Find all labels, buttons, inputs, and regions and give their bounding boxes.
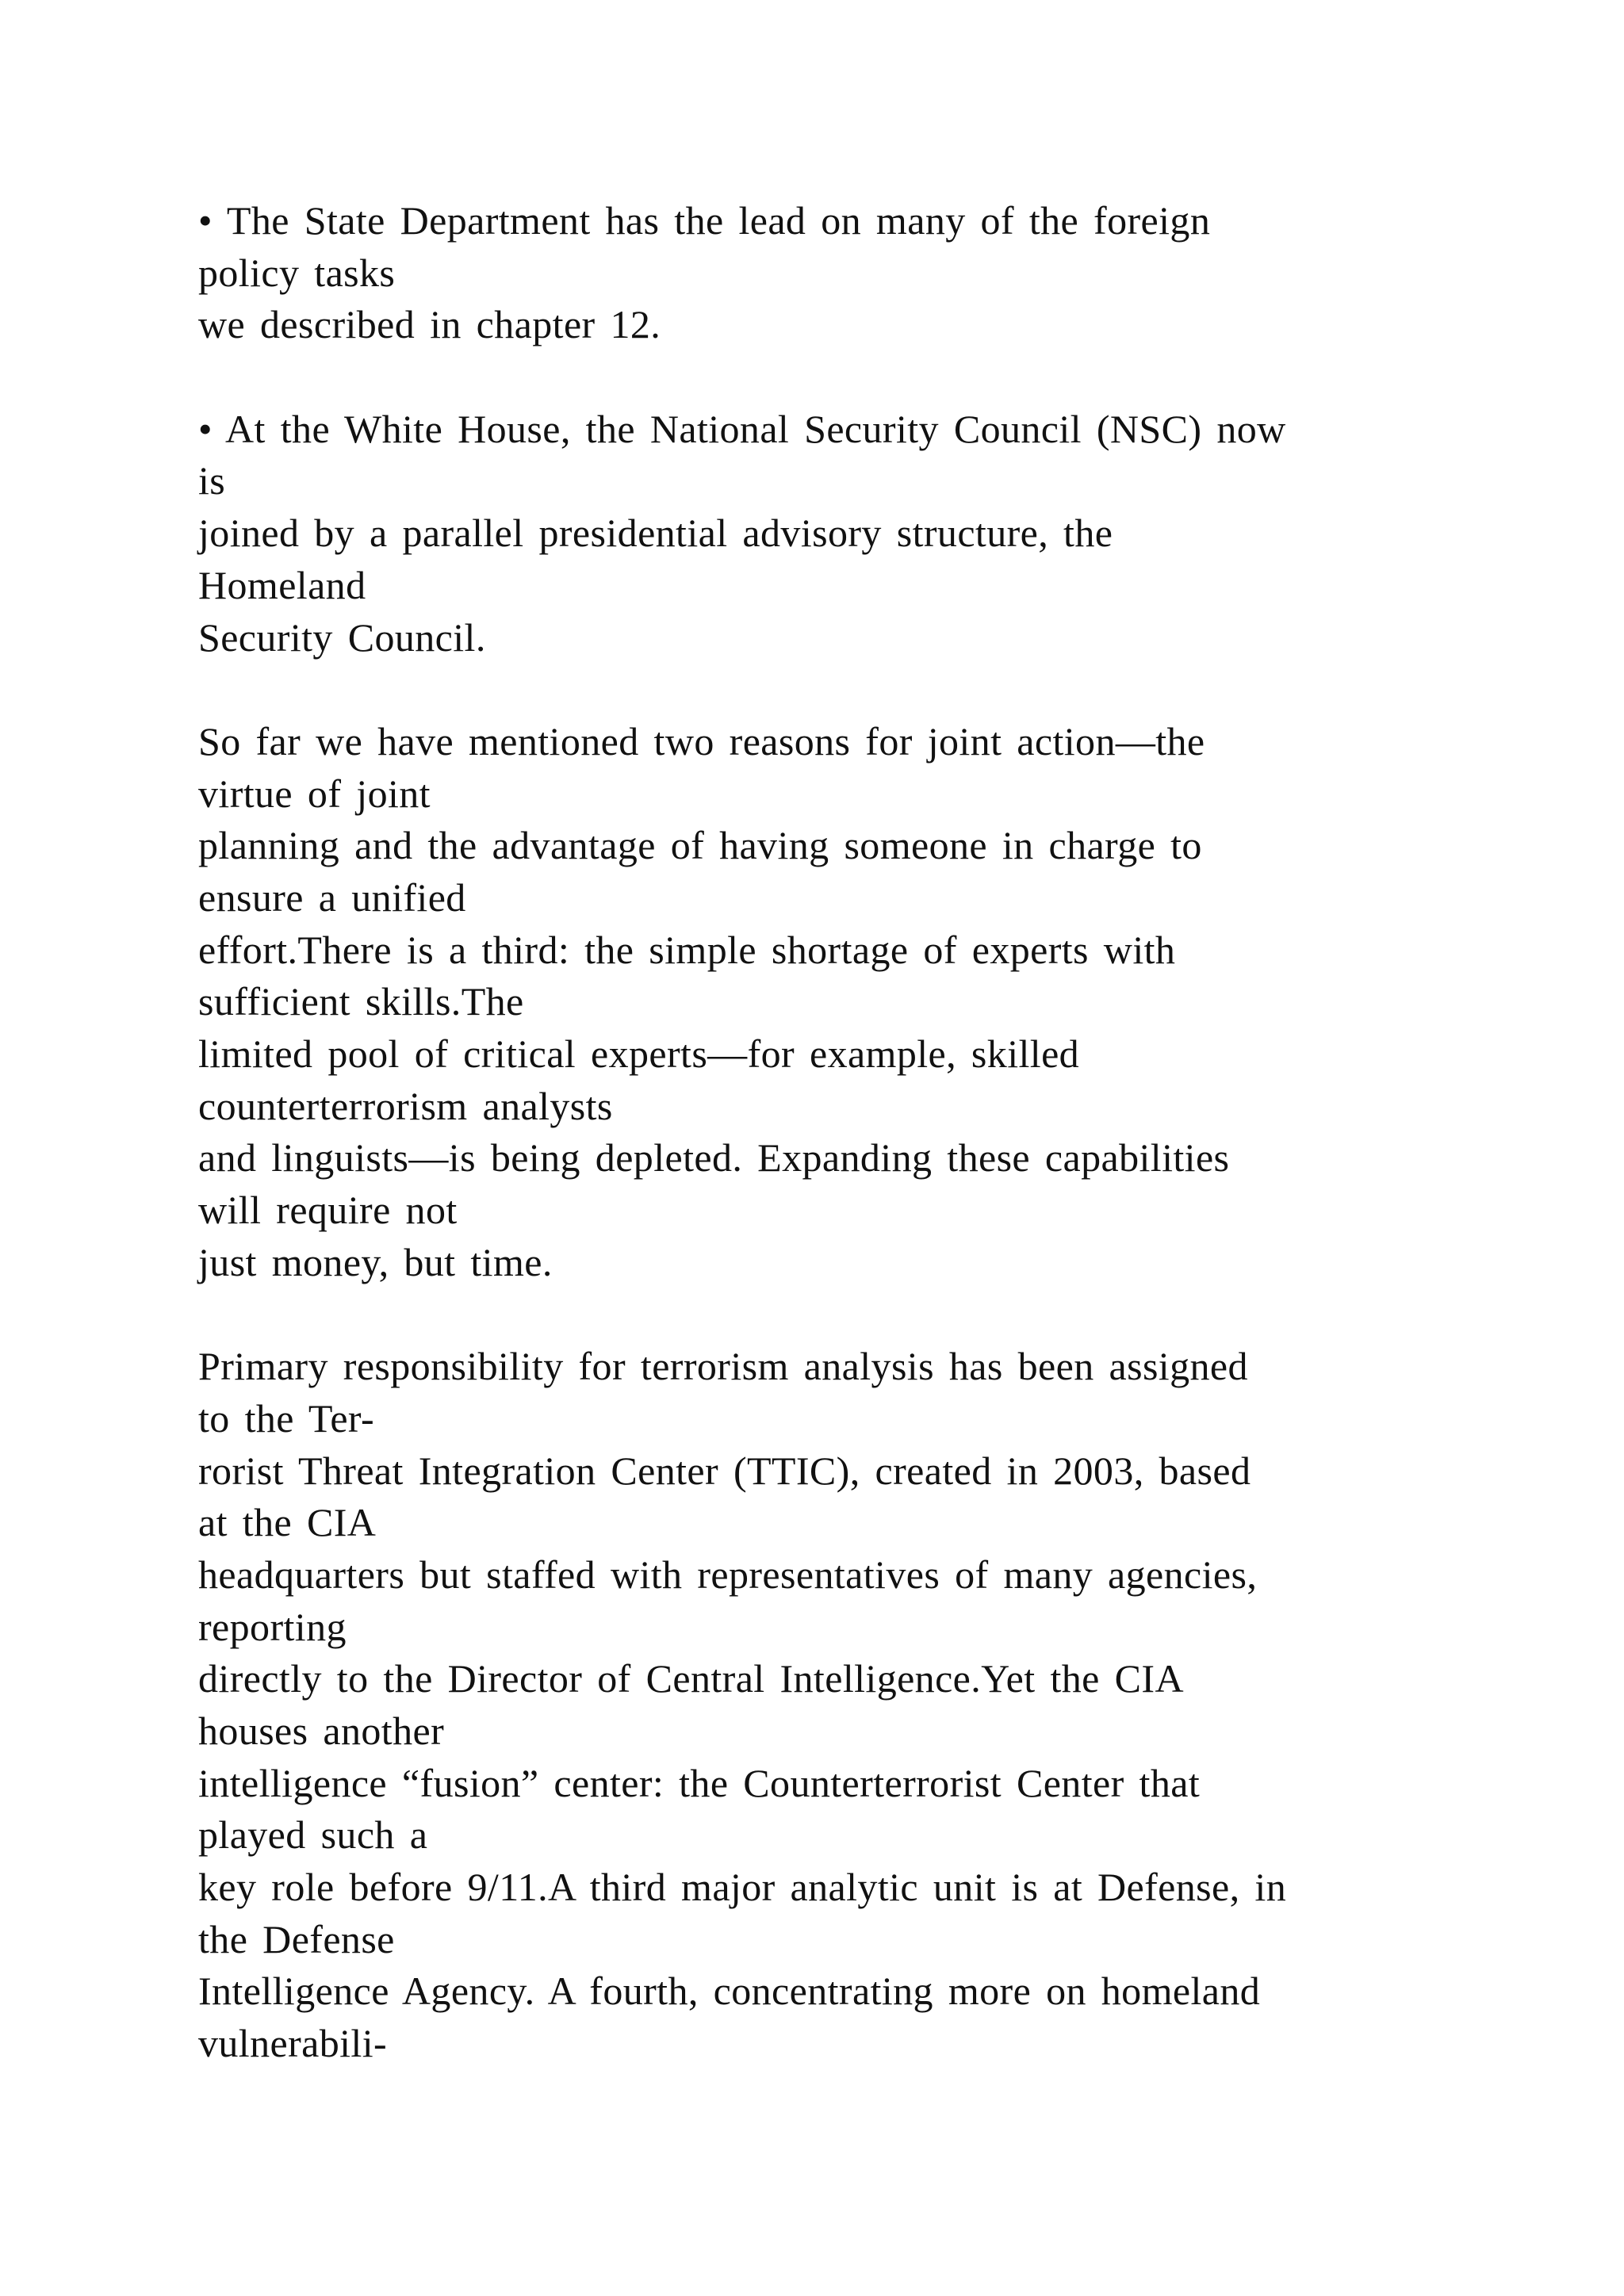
- text-line: Security Council.: [198, 614, 486, 660]
- text-line: directly to the Director of Central Intelligence.Yet the CIA: [198, 1656, 1184, 1701]
- text-line: and linguists—is being depleted. Expanding these capabilities: [198, 1135, 1230, 1181]
- text-line: ensure a unified: [198, 874, 466, 920]
- text-line: key role before 9/11.A third major analytic unit is at Defense, in: [198, 1865, 1287, 1909]
- text-line: reporting: [198, 1604, 347, 1649]
- text-line: sufficient skills.The: [198, 979, 524, 1024]
- text-line: intelligence “fusion” center: the Counterterrorist Center that: [198, 1760, 1201, 1805]
- text-line: policy tasks: [198, 250, 396, 295]
- text-line: houses another: [198, 1708, 445, 1753]
- text-line: Homeland: [198, 562, 366, 607]
- text-line: is: [198, 458, 226, 503]
- text-line: at the CIA: [198, 1500, 377, 1545]
- text-line: just money, but time.: [198, 1239, 553, 1284]
- text-line: Intelligence Agency. A fourth, concentrating more on homeland: [198, 1969, 1261, 2014]
- text-line: to the Ter-: [198, 1395, 375, 1441]
- paragraph-gap: [198, 1288, 1515, 1341]
- text-line: limited pool of critical experts—for example, skilled: [198, 1031, 1080, 1076]
- text-line: we described in chapter 12.: [198, 302, 661, 347]
- text-line: effort.There is a third: the simple shortage of experts with: [198, 927, 1176, 972]
- document-text: [198, 195, 1515, 2070]
- text-line: Primary responsibility for terrorism analysis has been assigned: [198, 1344, 1248, 1389]
- text-line: • The State Department has the lead on many of the foreign: [198, 198, 1211, 243]
- text-line: played such a: [198, 1812, 428, 1858]
- text-line: will require not: [198, 1188, 458, 1233]
- paragraph-gap: [198, 664, 1515, 716]
- text-line: virtue of joint: [198, 771, 431, 816]
- paragraph-gap: [198, 351, 1515, 404]
- text-line: planning and the advantage of having someone in charge to: [198, 823, 1202, 868]
- text-line: vulnerabili-: [198, 2021, 388, 2066]
- text-line: counterterrorism analysts: [198, 1083, 613, 1128]
- text-line: • At the White House, the National Security Council (NSC) now: [198, 406, 1286, 451]
- text-line: joined by a parallel presidential advisory structure, the: [198, 511, 1113, 556]
- text-line: headquarters but staffed with representatives of many agencies,: [198, 1552, 1258, 1597]
- text-line: So far we have mentioned two reasons for joint action—the: [198, 718, 1205, 763]
- text-line: the Defense: [198, 1916, 395, 1961]
- text-line: rorist Threat Integration Center (TTIC), created in 2003, based: [198, 1448, 1251, 1493]
